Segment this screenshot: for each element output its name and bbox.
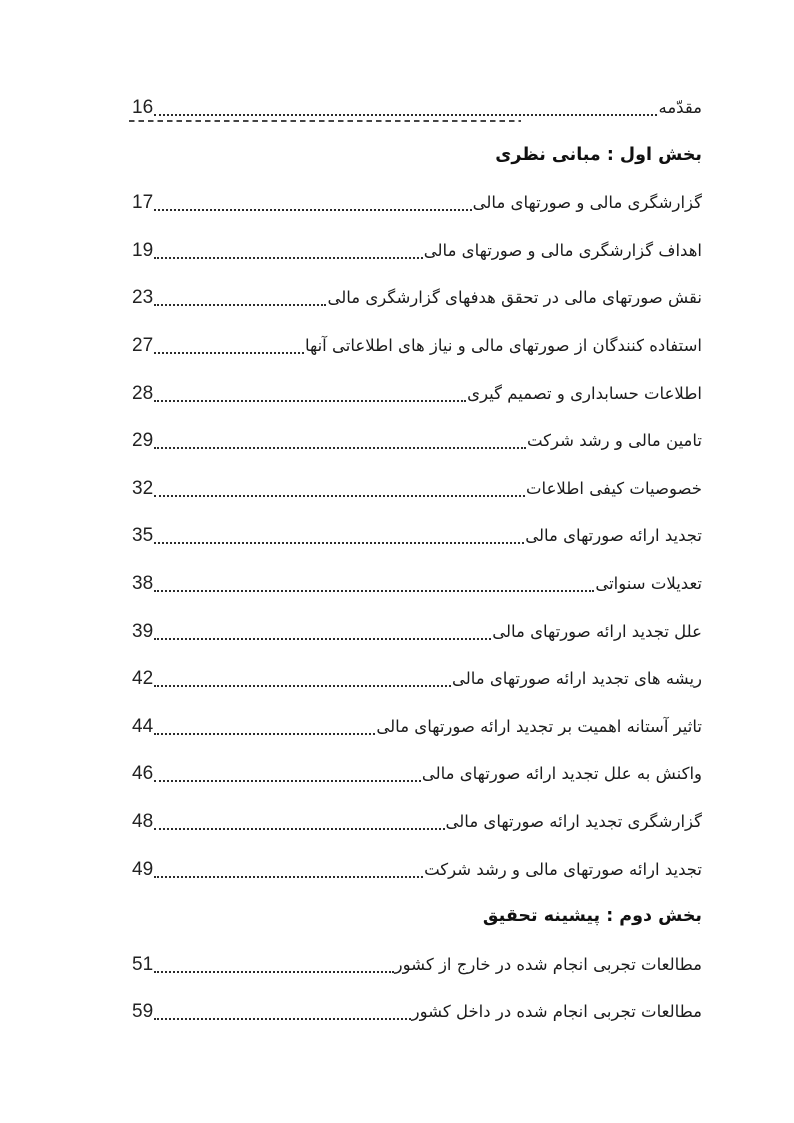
toc-entry [132, 620, 702, 668]
toc-entry-page-number: 44 [132, 715, 154, 737]
toc-entry-title: نقش صورتهای مالی در تحقق هدفهای گزارشگری مالی [327, 288, 702, 308]
toc-section-heading-label: بخش اول : مبانی نظری [495, 144, 702, 165]
toc-entry [132, 96, 702, 144]
table-of-contents [132, 96, 702, 1048]
toc-entry [132, 191, 702, 239]
toc-entry-title: مقدّمه [658, 98, 702, 117]
toc-entry-page-number: 46 [132, 763, 154, 785]
toc-entry [132, 334, 702, 382]
toc-entry-title: تعدیلات سنواتی [595, 573, 702, 593]
toc-entry-page-number: 51 [132, 953, 154, 975]
toc-entry-title: تجدید ارائه صورتهای مالی [525, 526, 702, 546]
toc-entry [132, 953, 702, 1001]
dotted-leader [154, 953, 394, 973]
toc-entry-title: تامین مالی و رشد شرکت [526, 431, 702, 451]
toc-entry-page-number: 59 [132, 1001, 154, 1023]
toc-entry-page-number: 16 [132, 97, 154, 118]
toc-entry [132, 667, 702, 715]
dotted-leader [154, 524, 524, 544]
dotted-leader [154, 239, 423, 259]
dotted-leader [154, 382, 466, 402]
toc-entry-page-number: 17 [132, 192, 154, 214]
toc-section-heading-label: بخش دوم : پیشینه تحقیق [482, 906, 702, 927]
toc-entry [132, 572, 702, 620]
dotted-leader [154, 477, 525, 497]
toc-entry-title: مطالعات تجربی انجام شده در خارج از کشور [394, 954, 702, 974]
dotted-leader [154, 667, 451, 687]
toc-entry [132, 382, 702, 430]
toc-entry-page-number: 35 [132, 525, 154, 547]
dotted-leader [154, 429, 526, 449]
toc-entry-title: گزارشگری مالی و صورتهای مالی [472, 193, 702, 213]
toc-entry-page-number: 19 [132, 239, 154, 261]
toc-entry-page-number: 28 [132, 382, 154, 404]
dotted-leader [154, 286, 326, 306]
toc-section-heading [132, 144, 702, 192]
dotted-leader [154, 620, 491, 640]
dotted-leader [154, 762, 421, 782]
toc-entry [132, 524, 702, 572]
toc-entry-page-number: 23 [132, 287, 154, 309]
toc-entry-page-number: 38 [132, 572, 154, 594]
toc-entry-page-number: 49 [132, 858, 154, 880]
toc-entry [132, 715, 702, 763]
toc-entry-page-number: 32 [132, 477, 154, 499]
toc-entry-page-number: 42 [132, 668, 154, 690]
dotted-leader [154, 810, 444, 830]
dotted-leader [154, 191, 472, 211]
toc-entry [132, 239, 702, 287]
toc-entry-title: علل تجدید ارائه صورتهای مالی [492, 621, 702, 641]
toc-entry-title: اهداف گزارشگری مالی و صورتهای مالی [423, 240, 702, 260]
toc-entry-title: خصوصیات کیفی اطلاعات [526, 478, 702, 498]
toc-entry [132, 810, 702, 858]
toc-entry-page-number: 29 [132, 430, 154, 452]
dotted-leader [154, 96, 657, 116]
toc-entry-title: اطلاعات حسابداری و تصمیم گیری [467, 383, 702, 403]
toc-entry-title: تجدید ارائه صورتهای مالی و رشد شرکت [424, 859, 702, 879]
toc-entry [132, 1000, 702, 1048]
dotted-leader [154, 858, 423, 878]
toc-entry [132, 286, 702, 334]
dotted-leader [154, 1000, 411, 1020]
toc-entry [132, 762, 702, 810]
dotted-leader [154, 715, 375, 735]
toc-entry-page-number: 39 [132, 620, 154, 642]
dotted-leader [154, 572, 594, 592]
toc-entry-title: ریشه های تجدید ارائه صورتهای مالی [451, 669, 702, 689]
toc-entry [132, 477, 702, 525]
toc-section-heading [132, 905, 702, 953]
toc-entry-page-number: 48 [132, 810, 154, 832]
toc-entry-title: تاثیر آستانه اهمیت بر تجدید ارائه صورتهای مالی [376, 716, 702, 736]
toc-entry [132, 429, 702, 477]
toc-entry-title: استفاده کنندگان از صورتهای مالی و نیاز های اطلاعاتی آنها [304, 335, 702, 355]
dotted-leader [154, 334, 304, 354]
toc-entry-title: مطالعات تجربی انجام شده در داخل کشور [411, 1002, 702, 1022]
toc-entry-title: گزارشگری تجدید ارائه صورتهای مالی [445, 811, 702, 831]
toc-entry [132, 858, 702, 906]
toc-entry-title: واکنش به علل تجدید ارائه صورتهای مالی [421, 764, 702, 784]
toc-entry-page-number: 27 [132, 334, 154, 356]
